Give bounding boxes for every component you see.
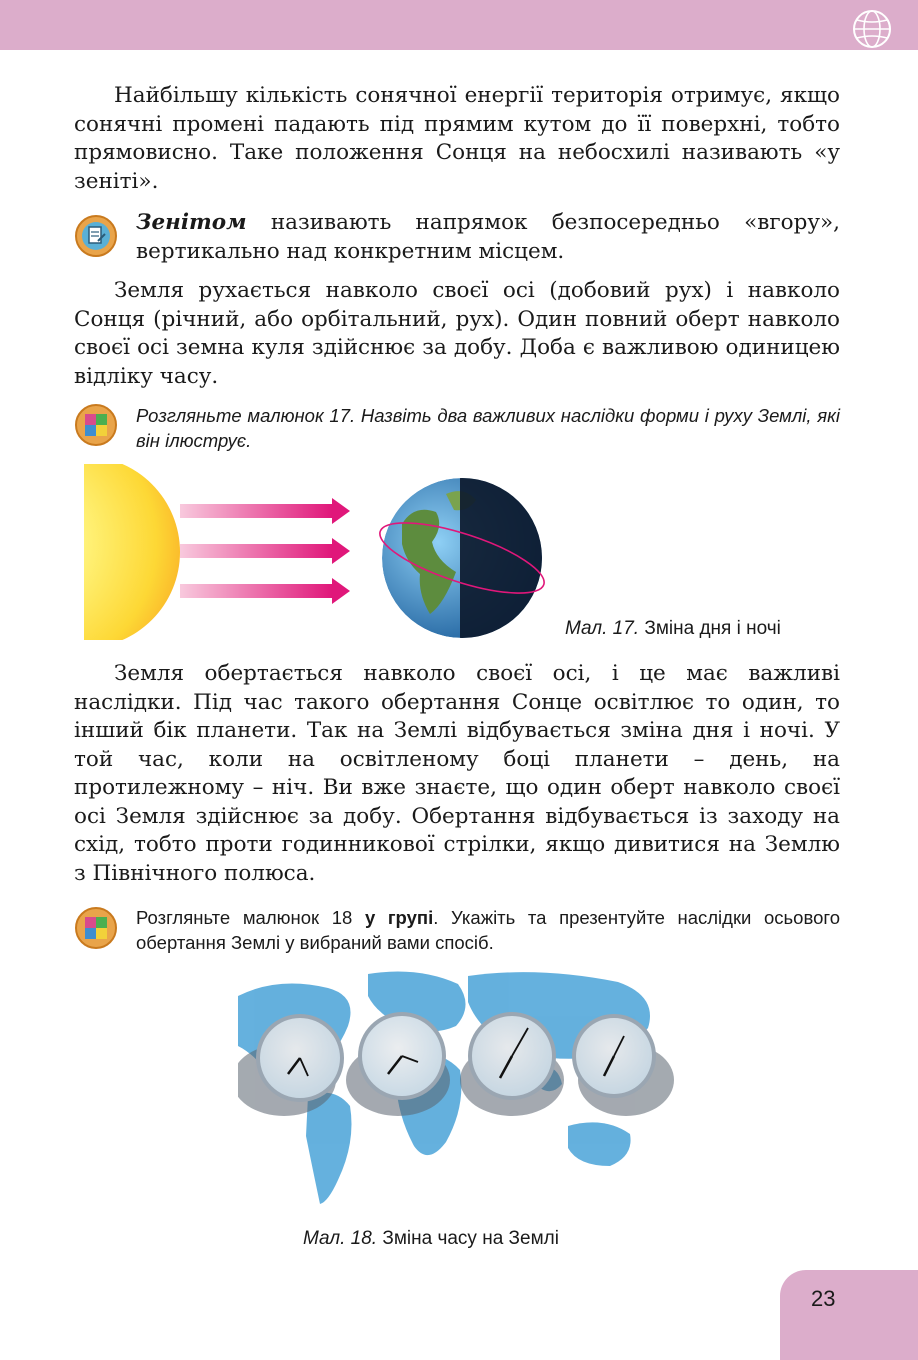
clock-3	[468, 1012, 556, 1100]
header-bar	[0, 0, 918, 50]
task-figure-17: Розгляньте малюнок 17. Назвіть два важливих наслідки форми і руху Землі, які він ілюструє.	[136, 405, 840, 451]
figure-18-caption	[303, 1228, 559, 1250]
paragraph-rotation: Земля обертається навколо своєї осі, і це має важливі наслідки. Під час такого обертання Сонце освітлює то один, то інший бік планети. Так на Землі відбувається зміна дня і ночі. У той час, коли на освітленому боці планети – день, на протилежному – ніч. Ви вже знаєте, що один оберт навколо своєї осі Земля здійснює за добу. Обертання відбувається із заходу на схід, тобто проти годинникової стрілки, якщо дивитися на Землю з Північного полюса.	[74, 661, 840, 886]
task2-before: Розгляньте малюнок 18	[136, 907, 365, 928]
task2-after: . Укажіть та презентуйте наслідки осьового обертання Землі у вибраний вами спосіб.	[136, 907, 840, 953]
world-clocks-illustration	[238, 966, 674, 1210]
puzzle-icon	[74, 403, 118, 447]
figure-18-label: Мал. 18.	[303, 1228, 378, 1249]
paragraph-intro: Найбільшу кількість сонячної енергії територія отримує, якщо сонячні промені падають під прямим кутом до її поверхні, тобто прямовисно. Таке положення Сонця на небосхилі називають «у зеніті».	[74, 83, 840, 194]
figure-17-title: Зміна дня і ночі	[639, 618, 781, 639]
zenith-definition	[136, 209, 840, 266]
clock-4	[572, 1014, 656, 1098]
figure-18-title: Зміна часу на Землі	[377, 1228, 559, 1249]
definition-text: називають напрямок безпосередньо «вгору», вертикально над конкретним місцем.	[136, 210, 840, 264]
globe-icon	[852, 9, 892, 49]
paragraph-earth-motion: Земля рухається навколо своєї осі (добовий рух) і навколо Сонця (річний, або орбітальний, рух). Один повний оберт навколо своєї осі земна куля здійснює за добу. Доба є важливою одиницею відліку часу.	[74, 278, 840, 389]
sun-rays	[180, 498, 350, 604]
task-figure-18	[136, 905, 840, 955]
figure-17-caption	[565, 618, 781, 640]
page-number: 23	[811, 1286, 836, 1311]
page-number-tab	[780, 1270, 918, 1360]
day-night-illustration	[84, 464, 554, 640]
clock-2	[358, 1012, 446, 1100]
definition-term: Зенітом	[136, 210, 247, 235]
puzzle-icon	[74, 906, 118, 950]
clock-1	[256, 1014, 344, 1102]
definition-icon	[74, 214, 118, 258]
figure-17-label: Мал. 17.	[565, 618, 640, 639]
task2-bold: у групі	[364, 907, 434, 928]
